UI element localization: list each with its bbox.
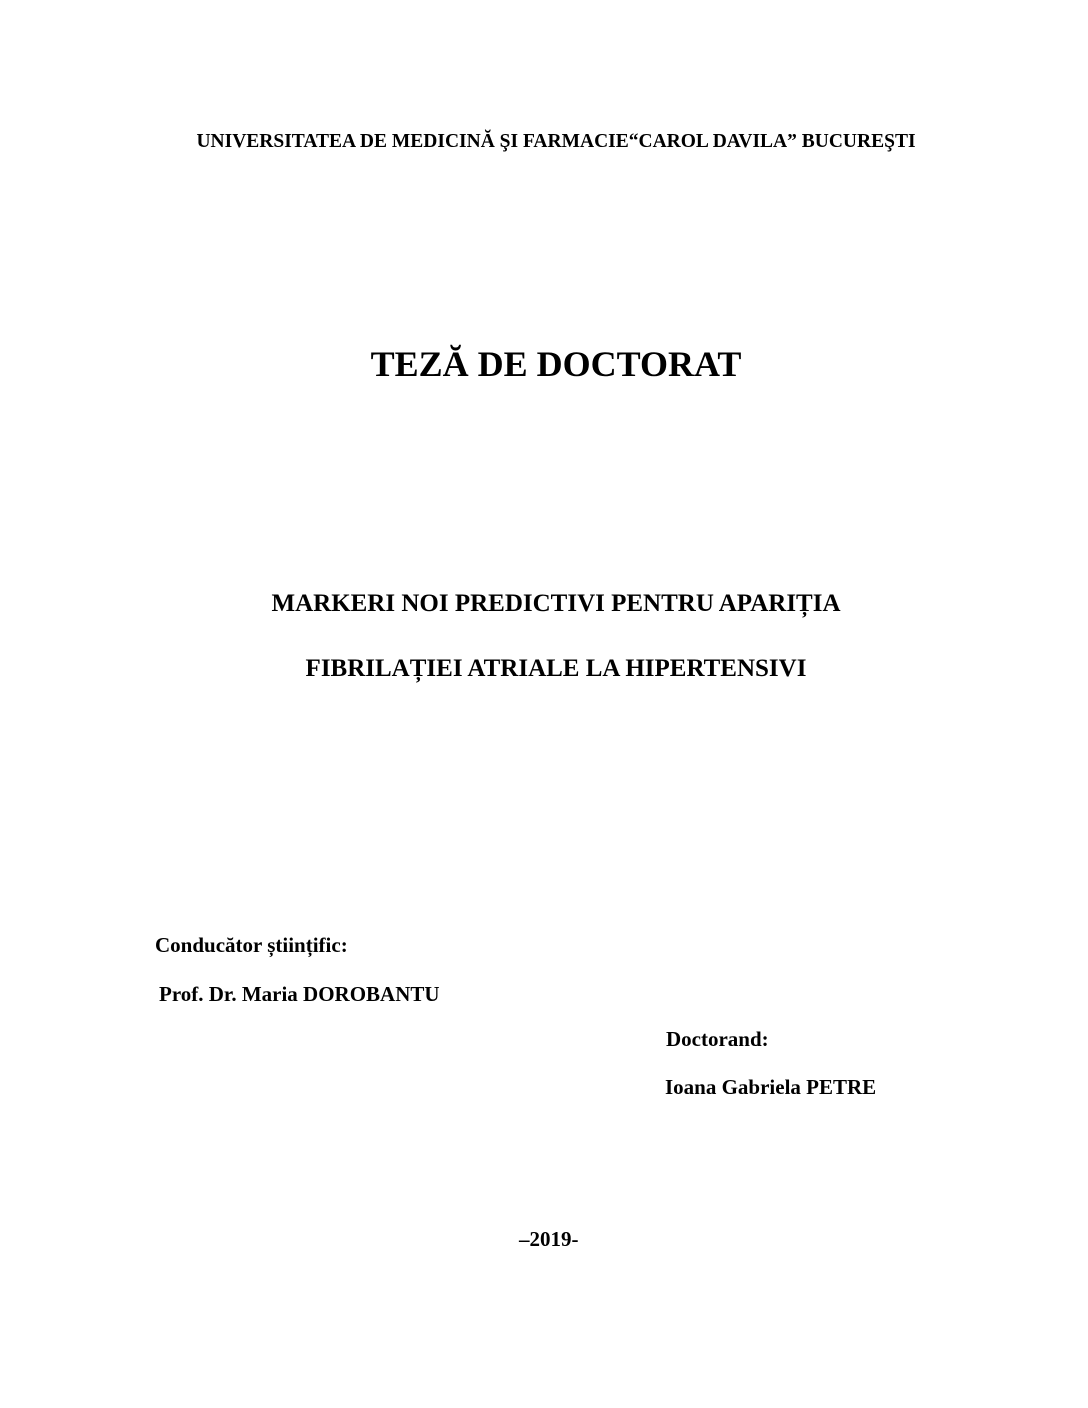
thesis-title-line-2: FIBRILAȚIEI ATRIALE LA HIPERTENSIVI	[305, 655, 807, 682]
thesis-year: –2019-	[519, 1227, 579, 1251]
supervisor-label: Conducător științific:	[155, 933, 348, 957]
university-name: UNIVERSITATEA DE MEDICINĂ ŞI FARMACIE“CAROL DAVILA” BUCUREŞTI	[196, 131, 916, 152]
document-type-heading: TEZĂ DE DOCTORAT	[370, 344, 742, 384]
candidate-label: Doctorand:	[666, 1027, 769, 1051]
supervisor-name: Prof. Dr. Maria DOROBANTU	[159, 982, 440, 1006]
thesis-title-line-1: MARKERI NOI PREDICTIVI PENTRU APARIȚIA	[271, 590, 841, 617]
candidate-name: Ioana Gabriela PETRE	[665, 1075, 877, 1099]
